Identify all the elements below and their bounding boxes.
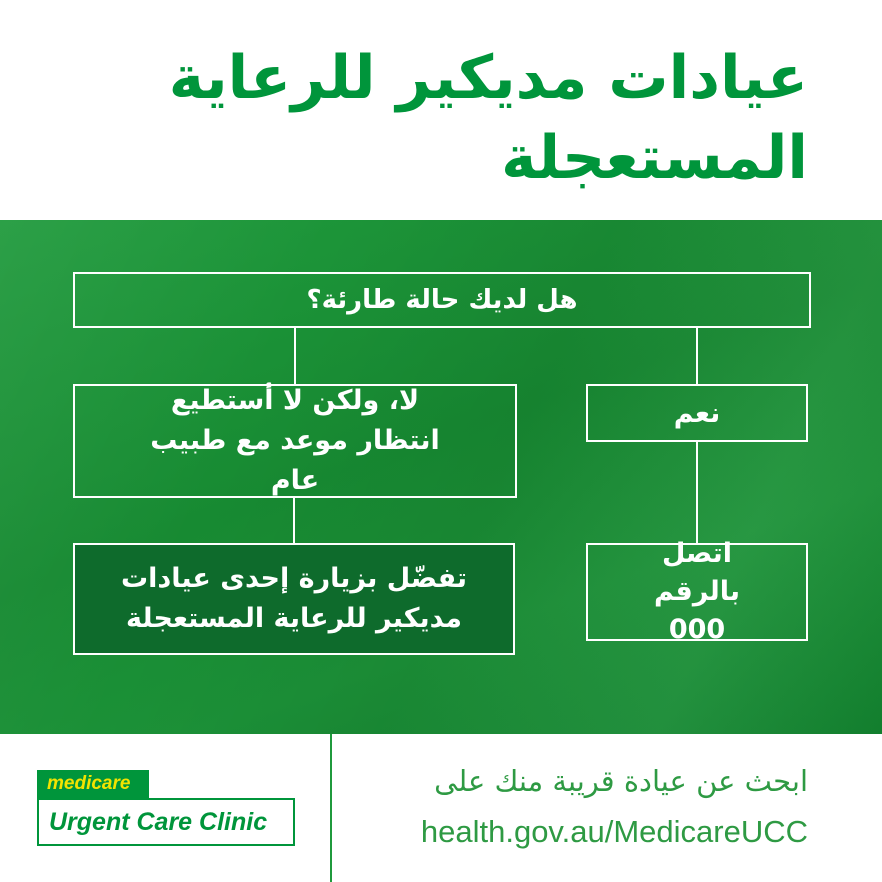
logo-urgent-care-text: Urgent Care Clinic bbox=[37, 798, 295, 846]
question-text: هل لديك حالة طارئة؟ bbox=[306, 285, 578, 315]
yes-answer-text: نعم bbox=[673, 397, 721, 429]
website-url[interactable]: health.gov.au/MedicareUCC bbox=[420, 814, 808, 849]
no-answer-text: لا، ولكن لا أستطيع انتظار موعد مع طبيب عام bbox=[150, 385, 440, 496]
footer-divider bbox=[330, 734, 332, 882]
footer bbox=[0, 734, 882, 882]
visit-clinic-box bbox=[73, 543, 515, 655]
logo-medicare-text: medicare bbox=[37, 770, 149, 798]
question-box bbox=[73, 272, 811, 328]
call-emergency-text: اتصل بالرقم 000 bbox=[653, 538, 741, 645]
page-title: عيادات مديكير للرعاية المستعجلة bbox=[168, 43, 808, 193]
medicare-ucc-logo bbox=[37, 770, 295, 846]
call-emergency-box bbox=[586, 538, 808, 645]
title-area bbox=[0, 0, 882, 220]
flowchart-panel bbox=[0, 220, 882, 734]
visit-clinic-text: تفضّل بزيارة إحدى عيادات مديكير للرعاية المستعجلة bbox=[120, 563, 468, 634]
no-answer-box bbox=[73, 384, 517, 498]
yes-answer-box bbox=[586, 384, 808, 442]
find-clinic-text: ابحث عن عيادة قريبة منك على bbox=[434, 764, 808, 798]
